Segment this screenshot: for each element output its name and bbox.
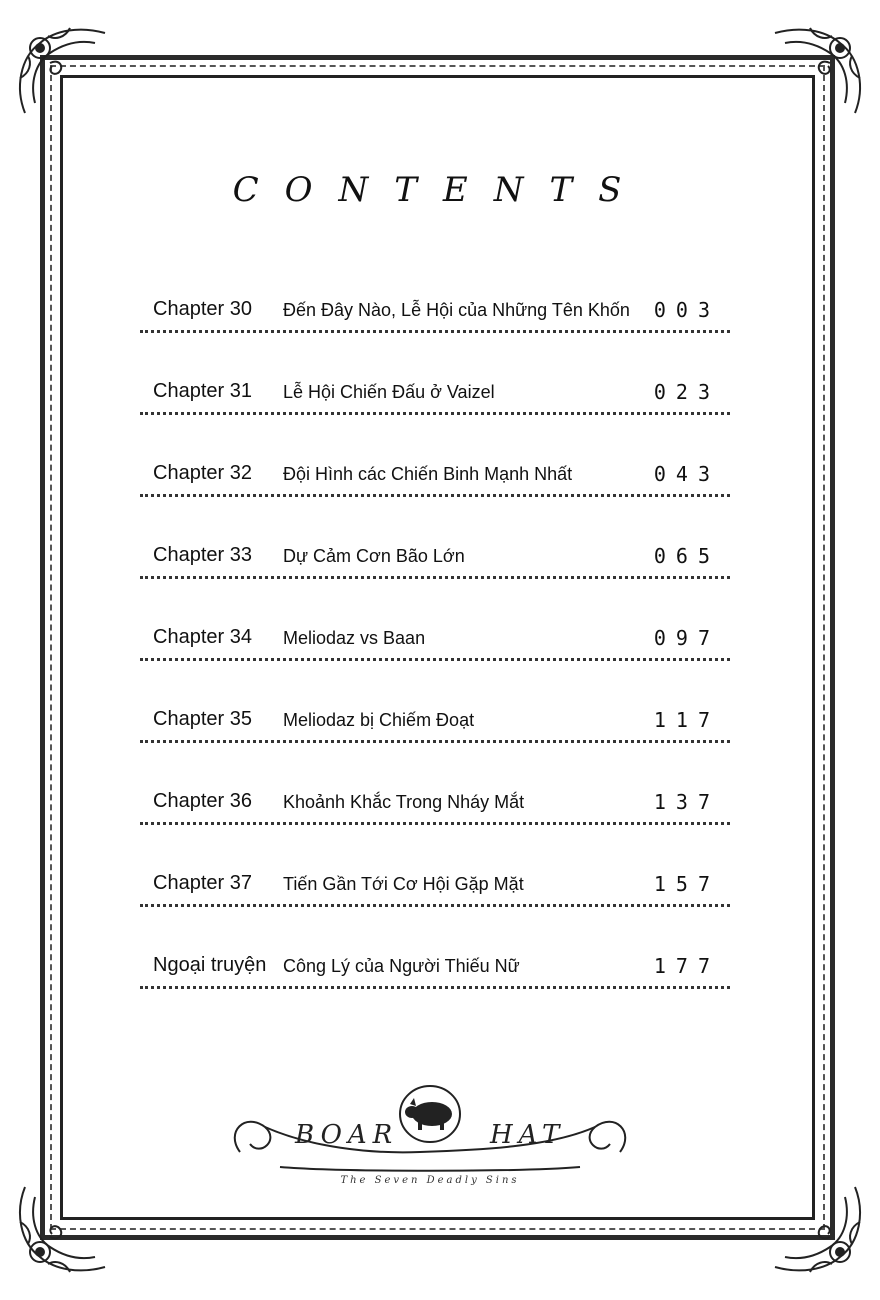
toc-chapter-label: Chapter 35 <box>153 708 252 730</box>
toc-page-number: 043 <box>653 462 720 486</box>
toc-dotted-rule <box>140 658 730 661</box>
toc-entry[interactable] <box>140 456 730 538</box>
boar-hat-logo <box>220 1072 640 1202</box>
toc-entry[interactable] <box>140 702 730 784</box>
toc-entry[interactable] <box>140 784 730 866</box>
toc-page-number: 097 <box>653 626 720 650</box>
toc-chapter-title: Dự Cảm Cơn Bão Lớn <box>283 546 465 566</box>
ornament-corner-icon <box>760 1172 870 1282</box>
toc-chapter-title: Công Lý của Người Thiếu Nữ <box>283 956 520 976</box>
ornament-corner-icon <box>760 18 870 128</box>
table-of-contents <box>140 292 730 1030</box>
toc-chapter-label: Chapter 36 <box>153 790 252 812</box>
toc-page-number: 137 <box>653 790 720 814</box>
toc-chapter-title: Đội Hình các Chiến Binh Mạnh Nhất <box>283 464 573 484</box>
toc-chapter-label: Ngoại truyện <box>153 954 267 976</box>
logo-word-left: BOAR <box>295 1120 399 1150</box>
toc-page-number: 065 <box>653 544 720 568</box>
toc-chapter-label: Chapter 33 <box>153 544 252 566</box>
toc-chapter-title: Meliodaz vs Baan <box>283 628 426 648</box>
toc-page-number: 117 <box>653 708 720 732</box>
toc-dotted-rule <box>140 822 730 825</box>
toc-chapter-label: Chapter 32 <box>153 462 252 484</box>
toc-chapter-label: Chapter 37 <box>153 872 252 894</box>
toc-page-number: 177 <box>653 954 720 978</box>
toc-entry[interactable] <box>140 620 730 702</box>
toc-page-number: 157 <box>653 872 720 896</box>
toc-chapter-title: Lễ Hội Chiến Đấu ở Vaizel <box>283 382 495 402</box>
toc-dotted-rule <box>140 576 730 579</box>
logo-word-right: HAT <box>490 1120 566 1150</box>
toc-dotted-rule <box>140 412 730 415</box>
toc-chapter-title: Tiến Gần Tới Cơ Hội Gặp Mặt <box>283 874 524 894</box>
toc-dotted-rule <box>140 494 730 497</box>
toc-chapter-label: Chapter 30 <box>153 298 252 320</box>
toc-chapter-title: Đến Đây Nào, Lễ Hội của Những Tên Khốn <box>283 300 630 320</box>
ornament-corner-icon <box>10 18 120 128</box>
toc-entry[interactable] <box>140 948 730 1030</box>
toc-entry[interactable] <box>140 866 730 948</box>
toc-page-number: 003 <box>653 298 720 322</box>
toc-dotted-rule <box>140 330 730 333</box>
ornament-corner-icon <box>10 1172 120 1282</box>
toc-entry[interactable] <box>140 292 730 374</box>
page-title: CONTENTS <box>232 170 648 210</box>
toc-dotted-rule <box>140 986 730 989</box>
toc-entry[interactable] <box>140 538 730 620</box>
toc-dotted-rule <box>140 904 730 907</box>
toc-dotted-rule <box>140 740 730 743</box>
pig-icon <box>402 1094 462 1134</box>
logo-subtitle: The Seven Deadly Sins <box>340 1175 520 1186</box>
toc-chapter-label: Chapter 34 <box>153 626 252 648</box>
toc-chapter-title: Meliodaz bị Chiếm Đoạt <box>283 710 475 730</box>
toc-page-number: 023 <box>653 380 720 404</box>
toc-entry[interactable] <box>140 374 730 456</box>
toc-chapter-label: Chapter 31 <box>153 380 252 402</box>
toc-chapter-title: Khoảnh Khắc Trong Nháy Mắt <box>283 792 525 812</box>
